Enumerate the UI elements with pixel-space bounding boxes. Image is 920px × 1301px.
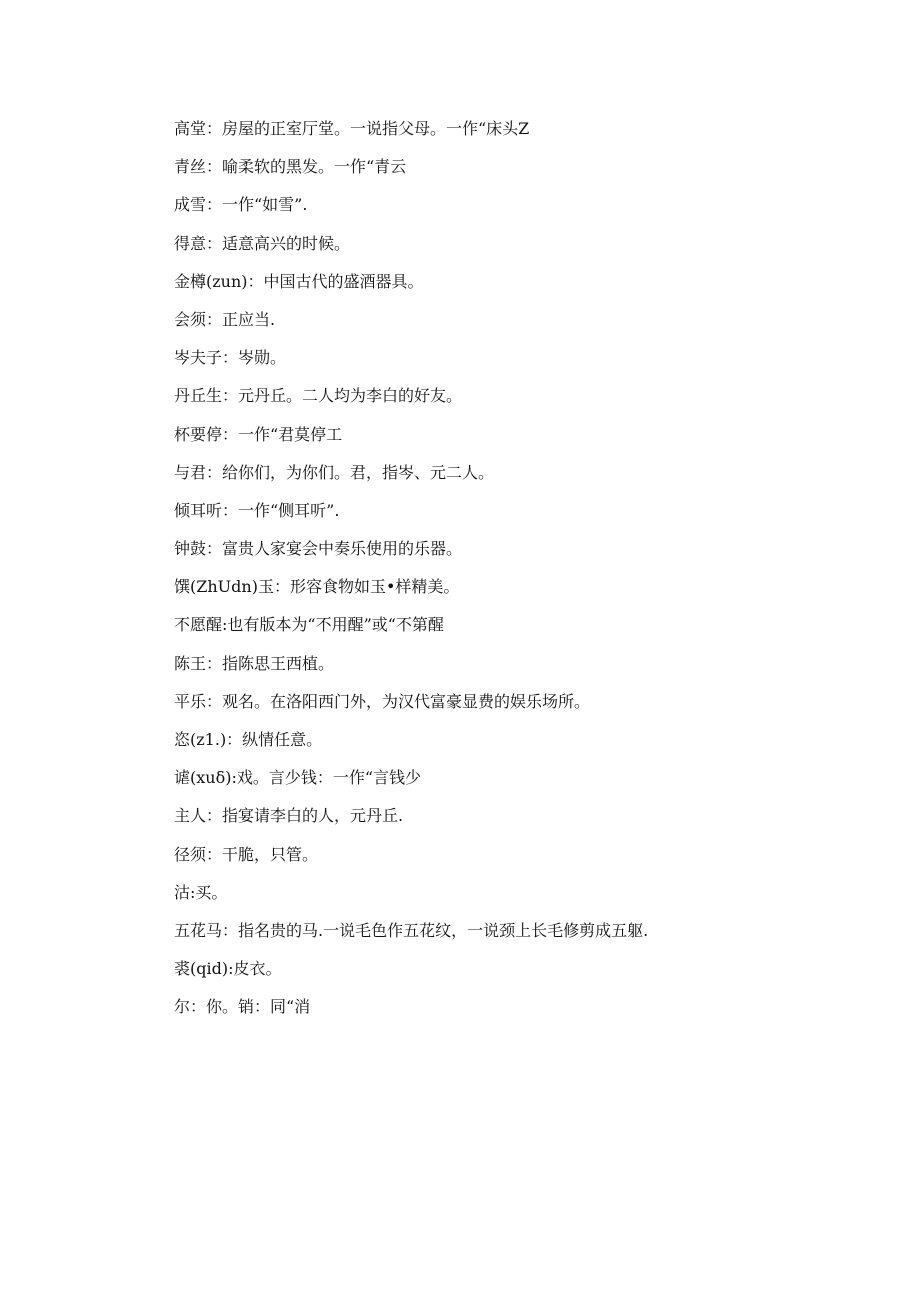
- annotation-line: 得意：适意高兴的时候。: [174, 233, 351, 253]
- annotation-line: 金樽(zun)：中国古代的盛酒器具。: [174, 271, 424, 291]
- annotation-line: 沽:买。: [174, 882, 228, 902]
- annotation-line: 馔(ZhUdn)玉：形容食物如玉•样精美。: [174, 577, 460, 597]
- annotation-line: 青丝：喻柔软的黑发。一作“青云: [174, 157, 407, 177]
- annotation-line: 恣(z1.)：纵情任意。: [174, 730, 323, 749]
- annotation-line: 主人：指宴请李白的人，元丹丘.: [174, 806, 404, 826]
- annotation-line: 径须：干脆，只管。: [174, 844, 319, 864]
- annotation-line: 五花马：指名贵的马.一说毛色作五花纹，一说颈上长毛修剪成五躯.: [174, 920, 649, 940]
- annotation-line: 钟鼓：富贵人家宴会中奏乐使用的乐器。: [174, 539, 463, 559]
- annotation-line: 平乐：观名。在洛阳西门外，为汉代富豪显费的娱乐场所。: [174, 691, 591, 711]
- annotation-line: 杯要停：一作“君莫停工: [174, 424, 343, 444]
- annotation-line: 裘(qid):皮衣。: [174, 959, 282, 979]
- annotation-line: 与君：给你们，为你们。君，指岑、元二人。: [174, 462, 495, 482]
- annotation-line: 倾耳听：一作“侧耳听”.: [174, 500, 340, 520]
- annotation-line: 尔：你。销：同“消: [174, 997, 311, 1017]
- annotation-line: 不愿醒:也有版本为“不用醒”或“不第醒: [174, 615, 444, 635]
- annotation-line: 高堂：房屋的正室厅堂。一说指父母。一作“床头Z: [174, 119, 530, 138]
- annotation-line: 丹丘生：元丹丘。二人均为李白的好友。: [174, 386, 463, 406]
- annotation-line: 岑夫子：岑勋。: [174, 348, 287, 368]
- annotation-line: 谑(xuδ):戏。言少钱：一作“言钱少: [174, 768, 422, 788]
- annotation-line: 陈王：指陈思王西植。: [174, 653, 335, 673]
- annotation-list: [174, 116, 874, 1033]
- annotation-line: 成雪：一作“如雪”.: [174, 195, 308, 215]
- annotation-line: 会须：正应当.: [174, 309, 276, 329]
